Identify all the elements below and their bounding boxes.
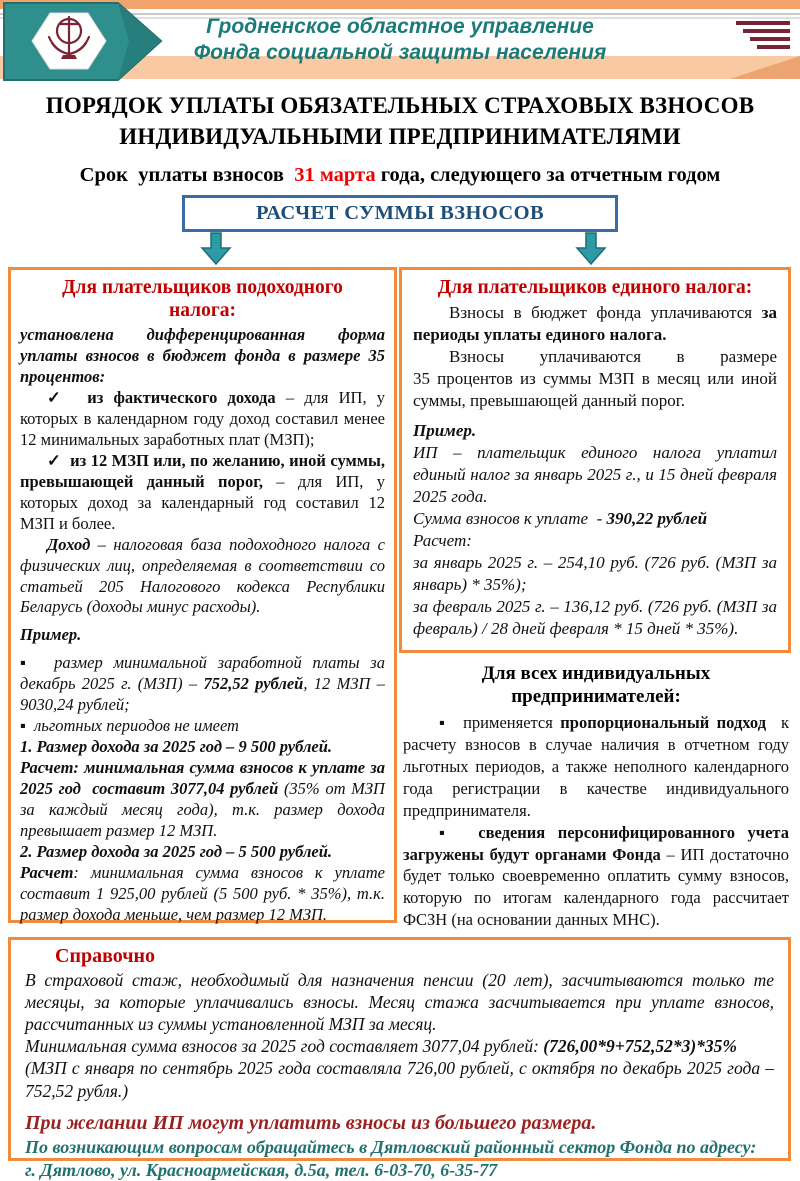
- para: за февраль 2025 г. – 136,12 руб. (726 руб. (МЗП за февраль) / 28 дней февраля * 15 дней * 35%).: [413, 597, 777, 639]
- para: 2. Размер дохода за 2025 год – 5 500 рублей.: [20, 841, 333, 861]
- para: Доход – налоговая база подоходного налога с физических лиц, определяемая в соответствии со статьей 205 Налогового кодекса Республики Беларусь (доходы минус расходы).: [20, 534, 385, 617]
- para: Взносы уплачиваются в размере 35 процентов из суммы МЗП в месяц или иной суммы, превышающей данный порог.: [413, 347, 777, 411]
- para: Взносы в бюджет фонда уплачиваются за периоды уплаты единого налога.: [413, 303, 777, 345]
- deadline-line: Срок уплаты взносов 31 марта года, следующего за отчетным годом: [79, 164, 721, 187]
- para: Минимальная сумма взносов за 2025 год составляет 3077,04 рублей: (726,00*9+752,52*3)*35%: [25, 1036, 738, 1057]
- para: ▪ сведения персонифицированного учета загружены будут органами Фонда – ИП достаточно будет только своевременно оплатить сумму взносов, которую по итогам календарного года рассчитает ФСЗН (на основании данных МНС).: [403, 822, 789, 930]
- header: [0, 0, 800, 84]
- para: ▪ применяется пропорциональный подход к расчету взносов в случае наличия в отчетном году льготных периодов, а также неполного календарного года регистрации в качестве индивидуального предпринимателя.: [403, 712, 789, 820]
- reference-box: [8, 937, 791, 1180]
- speed-lines-icon: [734, 21, 790, 53]
- flow-arrows: [0, 232, 800, 265]
- all-entrepreneurs-section: [399, 663, 791, 931]
- single-tax-box: [399, 267, 791, 653]
- all-entrepreneurs-title: Для всех индивидуальных предпринимателей:: [481, 663, 711, 707]
- para: 1. Размер дохода за 2025 год – 9 500 рублей.: [20, 737, 333, 757]
- fszn-logo-icon: [2, 0, 167, 83]
- down-arrow-icon: [576, 232, 606, 265]
- page-title-line1: ПОРЯДОК УПЛАТЫ ОБЯЗАТЕЛЬНЫХ СТРАХОВЫХ ВЗНОСОВ: [45, 93, 755, 118]
- footer-contact: По возникающим вопросам обращайтесь в Дятловский районный сектор Фонда по адресу:: [25, 1136, 757, 1157]
- single-tax-box-title: Для плательщиков единого налога:: [437, 277, 753, 299]
- calc-sum-label: РАСЧЕТ СУММЫ ВЗНОСОВ: [255, 202, 545, 225]
- para: Сумма взносов к уплате - 390,22 рублей: [413, 508, 708, 528]
- page-title-line2: ИНДИВИДУАЛЬНЫМИ ПРЕДПРИНИМАТЕЛЯМИ: [119, 124, 681, 150]
- org-title: [170, 14, 630, 65]
- para: В страховой стаж, необходимый для назначения пенсии (20 лет), засчитываются только те месяцы, за которые уплачивались взносы. Месяц стажа засчитывается при уплате взносов, рассчитанных из суммы установленной МЗП за месяц.: [25, 970, 774, 1035]
- para: Пример.: [20, 625, 82, 645]
- calc-sum-box: [182, 195, 618, 232]
- right-column: [399, 267, 791, 931]
- para: за январь 2025 г. – 254,10 руб. (726 руб. (МЗП за январь) * 35%);: [413, 553, 777, 595]
- org-title-line1: Гродненское областное управление: [206, 15, 594, 38]
- para: ИП – плательщик единого налога уплатил единый налог за январь 2025 г., и 15 дней февраля 2025 года.: [413, 442, 777, 506]
- page-title: [28, 90, 772, 152]
- para: Расчет: минимальная сумма взносов к уплате за 2025 год составит 3077,04 рублей (35% от МЗП за каждый месяц года), т.к. размер дохода превышает размер 12 МЗП.: [20, 758, 385, 841]
- para: установлена дифференцированная форма уплаты взносов в бюджет фонда в размере 35 процентов:: [20, 325, 385, 386]
- footer-note: При желании ИП могут уплатить взносы из большего размера.: [25, 1111, 597, 1134]
- para: ✓ из 12 МЗП или, по желанию, иной суммы, превышающей данный порог, – для ИП, у которых доход за календарный год составил 12 МЗП и более.: [20, 450, 385, 533]
- income-tax-box-title: Для плательщиков подоходного налога:: [62, 277, 343, 322]
- para: ▪ размер минимальной заработной платы за декабрь 2025 г. (МЗП) – 752,52 рублей, 12 МЗП – 9030,24 рублей;: [20, 653, 385, 715]
- para: ▪ льготных периодов не имеет: [20, 716, 239, 736]
- income-tax-box: [8, 267, 397, 923]
- org-title-line2: Фонда социальной защиты населения: [193, 40, 607, 64]
- footer-address: г. Дятлово, ул. Красноармейская, д.5а, тел. 6-03-70, 6-35-77: [25, 1159, 498, 1180]
- para: Расчет: минимальная сумма взносов к уплате составит 1 925,00 рублей (5 500 руб. * 35%), т.к. размер дохода меньше, чем размер 12 МЗП.: [20, 862, 385, 924]
- para: Расчет:: [413, 531, 472, 551]
- para: ✓ из фактического дохода – для ИП, у которых в календарном году доход составил менее 12 минимальных заработных плат (МЗП);: [20, 387, 385, 449]
- para: Пример.: [413, 420, 477, 440]
- down-arrow-icon: [201, 232, 231, 265]
- content-columns: [0, 267, 800, 931]
- para: (МЗП с января по сентябрь 2025 года составляла 726,00 рублей, с октября по декабрь 2025 года – 752,52 рубля.): [25, 1058, 774, 1101]
- reference-label: Справочно: [55, 945, 156, 968]
